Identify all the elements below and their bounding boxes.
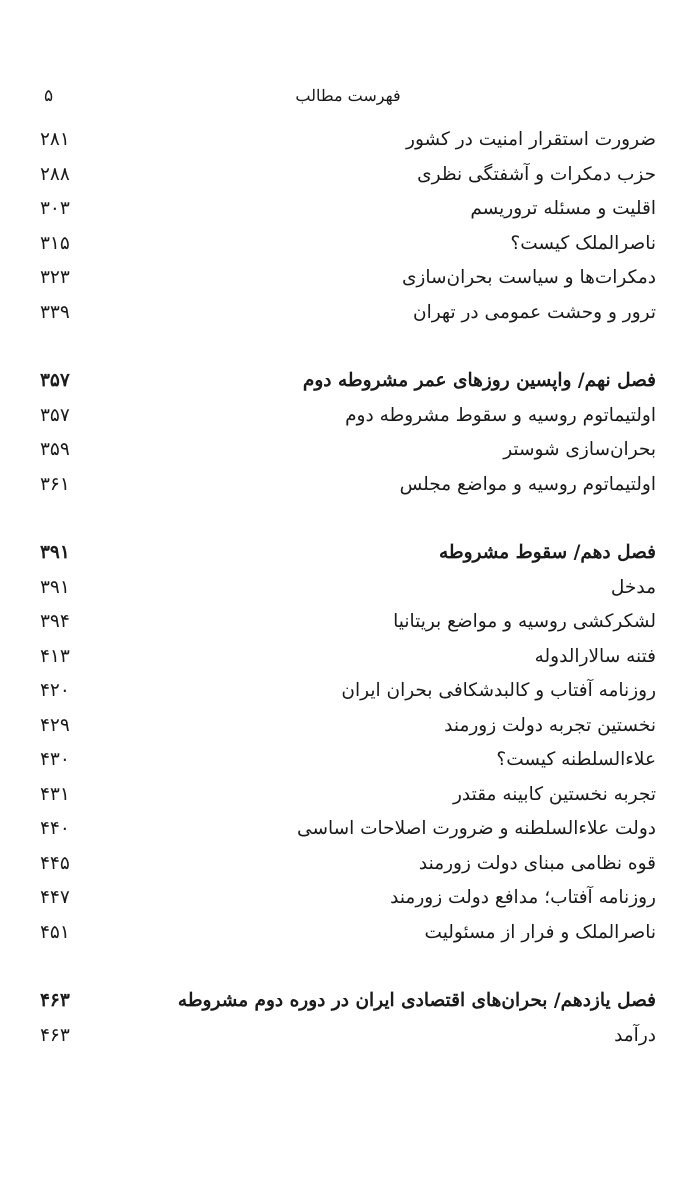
page-number: ۳۵۷ [40, 404, 70, 426]
page-number: ۴۴۵ [40, 852, 70, 874]
toc-row [40, 469, 656, 504]
entry-title: فتنه سالارالدوله [534, 645, 656, 667]
page-number: ۳۰۳ [40, 198, 70, 219]
entry-title: مدخل [610, 576, 656, 598]
entry-title: حزب دمکرات و آشفتگی نظری [417, 163, 656, 185]
toc-row [40, 744, 656, 779]
page-number: ۳۲۳ [40, 267, 70, 288]
toc-chapter-row [40, 365, 656, 400]
entry-title: اولتیماتوم روسیه و مواضع مجلس [399, 473, 656, 495]
entry-title: درآمد [614, 1024, 656, 1046]
page-number: ۳۳۹ [40, 301, 70, 323]
page-number: ۴۴۷ [40, 887, 70, 908]
entry-title: ترور و وحشت عمومی در تهران [412, 301, 656, 323]
entry-title: ناصرالملک و فرار از مسئولیت [424, 921, 656, 943]
toc-row [40, 297, 656, 332]
toc-row [40, 400, 656, 435]
entry-title: ناصرالملک کیست؟ [510, 232, 656, 254]
toc-chapter-row [40, 985, 656, 1020]
page-number: ۳۵۷ [40, 370, 70, 391]
entry-title: تجربه نخستین کابینه مقتدر [452, 783, 656, 805]
page-number: ۴۳۱ [40, 783, 70, 805]
page-number: ۳۱۵ [40, 232, 70, 254]
page-number: ۴۲۰ [40, 680, 70, 701]
toc-row [40, 193, 656, 228]
page-number: ۳۶۱ [40, 473, 70, 495]
toc-row [40, 917, 656, 952]
page-number: ۴۶۳ [40, 990, 70, 1011]
toc-row [40, 848, 656, 883]
toc-row [40, 434, 656, 469]
toc-chapter-row [40, 537, 656, 572]
toc-row [40, 675, 656, 710]
entry-title: اولتیماتوم روسیه و سقوط مشروطه دوم [345, 404, 656, 426]
toc-row [40, 779, 656, 814]
page-number: ۲۸۱ [40, 129, 70, 150]
chapter-title: فصل یازدهم/ بحران‌های اقتصادی ایران در دوره دوم مشروطه [177, 990, 656, 1011]
entry-title: قوه نظامی مبنای دولت زورمند [418, 852, 656, 874]
entry-title: علاءالسلطنه کیست؟ [496, 749, 656, 770]
toc-row [40, 572, 656, 607]
toc-row [40, 882, 656, 917]
page-number: ۴۲۹ [40, 714, 70, 736]
page-number: ۴۱۳ [40, 645, 70, 667]
table-of-contents [40, 124, 656, 1054]
page-number: ۴۵۱ [40, 921, 70, 943]
running-title: فهرست مطالب [295, 86, 401, 105]
entry-title: دمکرات‌ها و سیاست بحران‌سازی [401, 267, 656, 288]
toc-row [40, 606, 656, 641]
toc-row [40, 813, 656, 848]
page-number: ۳۹۴ [40, 611, 70, 632]
entry-title: لشکرکشی روسیه و مواضع بریتانیا [393, 611, 656, 632]
toc-row [40, 228, 656, 263]
page-number: ۴۶۳ [40, 1024, 70, 1046]
entry-title: ضرورت استقرار امنیت در کشور [406, 129, 656, 150]
toc-row [40, 124, 656, 159]
page-header [40, 84, 656, 108]
page-number: ۳۵۹ [40, 439, 70, 460]
chapter-title: فصل نهم/ واپسین روزهای عمر مشروطه دوم [302, 370, 656, 391]
page-number: ۳۹۱ [40, 576, 70, 598]
entry-title: روزنامه آفتاب؛ مدافع دولت زورمند [390, 887, 656, 908]
page-number: ۴۴۰ [40, 818, 70, 839]
toc-row [40, 710, 656, 745]
toc-row [40, 1020, 656, 1055]
chapter-title: فصل دهم/ سقوط مشروطه [438, 542, 656, 563]
page-number: ۲۸۸ [40, 163, 70, 185]
toc-row [40, 159, 656, 194]
page-number: ۳۹۱ [40, 542, 70, 563]
toc-row [40, 641, 656, 676]
entry-title: اقلیت و مسئله تروریسم [470, 198, 656, 219]
entry-title: بحران‌سازی شوستر [503, 439, 656, 460]
toc-row [40, 262, 656, 297]
entry-title: دولت علاءالسلطنه و ضرورت اصلاحات اساسی [297, 818, 656, 839]
header-page-number: ۵ [44, 86, 54, 106]
page-number: ۴۳۰ [40, 749, 70, 770]
entry-title: روزنامه آفتاب و کالبدشکافی بحران ایران [341, 680, 656, 701]
entry-title: نخستین تجربه دولت زورمند [444, 714, 656, 736]
